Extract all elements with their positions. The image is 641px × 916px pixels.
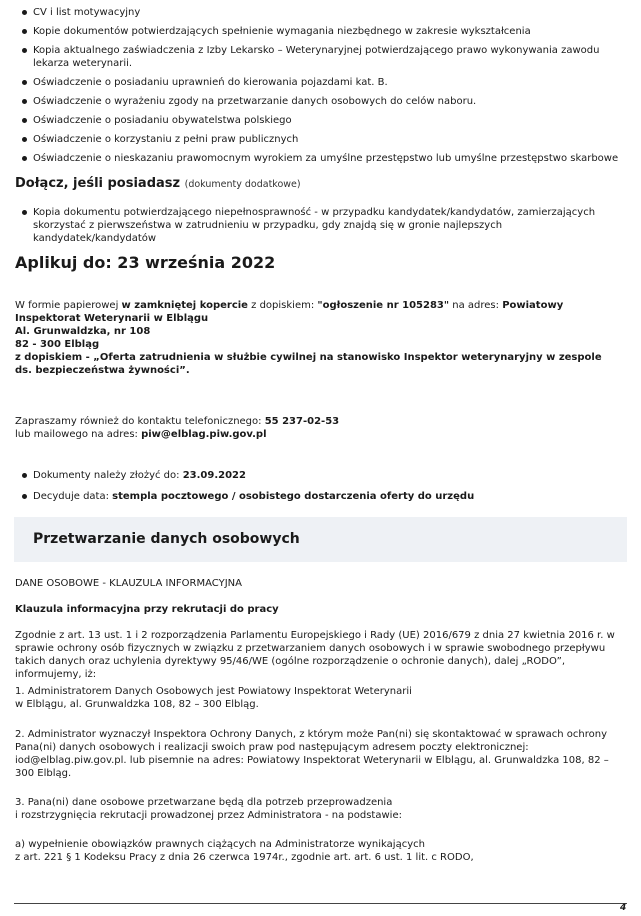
list-item: Kopia dokumentu potwierdzającego niepełnosprawność - w przypadku kandydatek/kandydatów, zamierzających skorzystać z pierwszeństwa w zatrudnieniu w przypadku, gdy znajdą się w gronie najlepszych kandydatek/kandydatów [0,206,625,245]
additional-docs-heading [15,176,301,191]
decisive-date-type: stempla pocztowego / osobistego dostarczenia oferty do urzędu [112,491,475,502]
privacy-point-a: a) wypełnienie obowiązków prawnych ciążących na Administratorze wynikających z art. 221 § 1 Kodeksu Pracy z dnia 26 czerwca 1974r., zgodnie art. art. 6 ust. 1 lit. c RODO, [15,839,474,863]
privacy-intro: Zgodnie z art. 13 ust. 1 i 2 rozporządzenia Parlamentu Europejskiego i Rady (UE) 2016/679 z dnia 27 kwietnia 2016 r. w sprawie ochrony osób fizycznych w związku z przetwarzaniem danych osobowych i w sprawie swobodnego przepływu takich danych oraz uchylenia dyrektywy 95/46/WE (ogólne rozporządzenie o ochronie danych), dalej „RODO”, informujemy, iż: [15,630,615,680]
contact-info: Zapraszamy również do kontaktu telefonicznego: 55 237-02-53 lub mailowego na adres: piw@elblag.piw.gov.pl [15,416,340,440]
list-item: Dokumenty należy złożyć do: 23.09.2022 [0,469,625,482]
apply-deadline-heading: Aplikuj do: 23 września 2022 [15,253,276,272]
additional-docs-title: Dołącz, jeśli posiadasz [15,176,181,191]
address-city: 82 - 300 Elbląg [15,339,100,350]
privacy-point-2: 2. Administrator wyznaczył Inspektora Ochrony Danych, z którym może Pan(ni) się skontaktować w sprawach ochrony Pana(ni) danych osobowych i realizacji swoich praw pod następującym adresem poczty elektronicznej: iod@elblag.piw.gov.pl. lub pisemnie na adres: Powiatowy Inspektorat Weterynarii w Elblągu, al. Grunwaldzka 108, 82 – 300 Elbląg. [15,729,609,779]
phone-number: 55 237-02-53 [264,416,340,427]
email-address: piw@elblag.piw.gov.pl [141,429,267,440]
address-street: Al. Grunwaldzka, nr 108 [15,326,151,337]
deadline-date: 23.09.2022 [182,470,246,481]
envelope-note-prefix: z dopiskiem - [15,352,94,363]
footer-divider [14,903,627,904]
list-item: Oświadczenie o nieskazaniu prawomocnym wyrokiem za umyślne przestępstwo lub umyślne przestępstwo skarbowe [0,152,625,165]
privacy-subheading: Klauzula informacyjna przy rekrutacji do pracy [15,604,279,615]
section-title: Przetwarzanie danych osobowych [33,531,300,547]
list-item: Kopie dokumentów potwierdzających spełnienie wymagania niezbędnego w zakresie wykształcenia [0,25,625,38]
section-banner [14,517,627,562]
list-item: Oświadczenie o posiadaniu uprawnień do kierowania pojazdami kat. B. [0,76,625,89]
additional-docs-note: (dokumenty dodatkowe) [184,179,301,190]
submission-instructions: W formie papierowej w zamkniętej kopercie z dopiskiem: "ogłoszenie nr 105283" na adres: Powiatowy Inspektorat Weterynarii w Elblągu Al. Grunwaldzka, nr 108 82 - 300 Elbląg z dopiskiem - „Oferta zatrudnienia w służbie cywilnej na stanowisko Inspektor weterynaryjny w zespole ds. bezpieczeństwa żywności”. [15,300,602,376]
list-item: Oświadczenie o posiadaniu obywatelstwa polskiego [0,114,625,127]
list-item: Oświadczenie o wyrażeniu zgody na przetwarzanie danych osobowych do celów naboru. [0,95,625,108]
list-item: CV i list motywacyjny [0,6,625,19]
envelope-note: „Oferta zatrudnienia w służbie cywilnej na stanowisko Inspektor weterynaryjny w zespole ds. bezpieczeństwa żywności”. [15,352,602,376]
deadline-list [0,469,625,511]
office-name: Powiatowy Inspektorat Weterynarii w Elblągu [15,300,564,324]
additional-documents-list [0,206,625,245]
privacy-point-3: 3. Pana(ni) dane osobowe przetwarzane będą dla potrzeb przeprowadzenia i rozstrzygnięcia rekrutacji prowadzonej przez Administratora - na podstawie: [15,797,402,821]
list-item: Decyduje data: stempla pocztowego / osobistego dostarczenia oferty do urzędu [0,490,625,503]
privacy-point-1: 1. Administratorem Danych Osobowych jest Powiatowy Inspektorat Weterynarii w Elblągu, al. Grunwaldzka 108, 82 – 300 Elbląg. [15,686,412,710]
list-item: Oświadczenie o korzystaniu z pełni praw publicznych [0,133,625,146]
page-number: 4 [620,903,627,913]
required-documents-list [0,6,625,171]
list-item: Kopia aktualnego zaświadczenia z Izby Lekarsko – Weterynaryjnej potwierdzającego prawo wykonywania zawodu lekarza weterynarii. [0,44,625,70]
privacy-heading: DANE OSOBOWE - KLAUZULA INFORMACYJNA [15,578,242,589]
